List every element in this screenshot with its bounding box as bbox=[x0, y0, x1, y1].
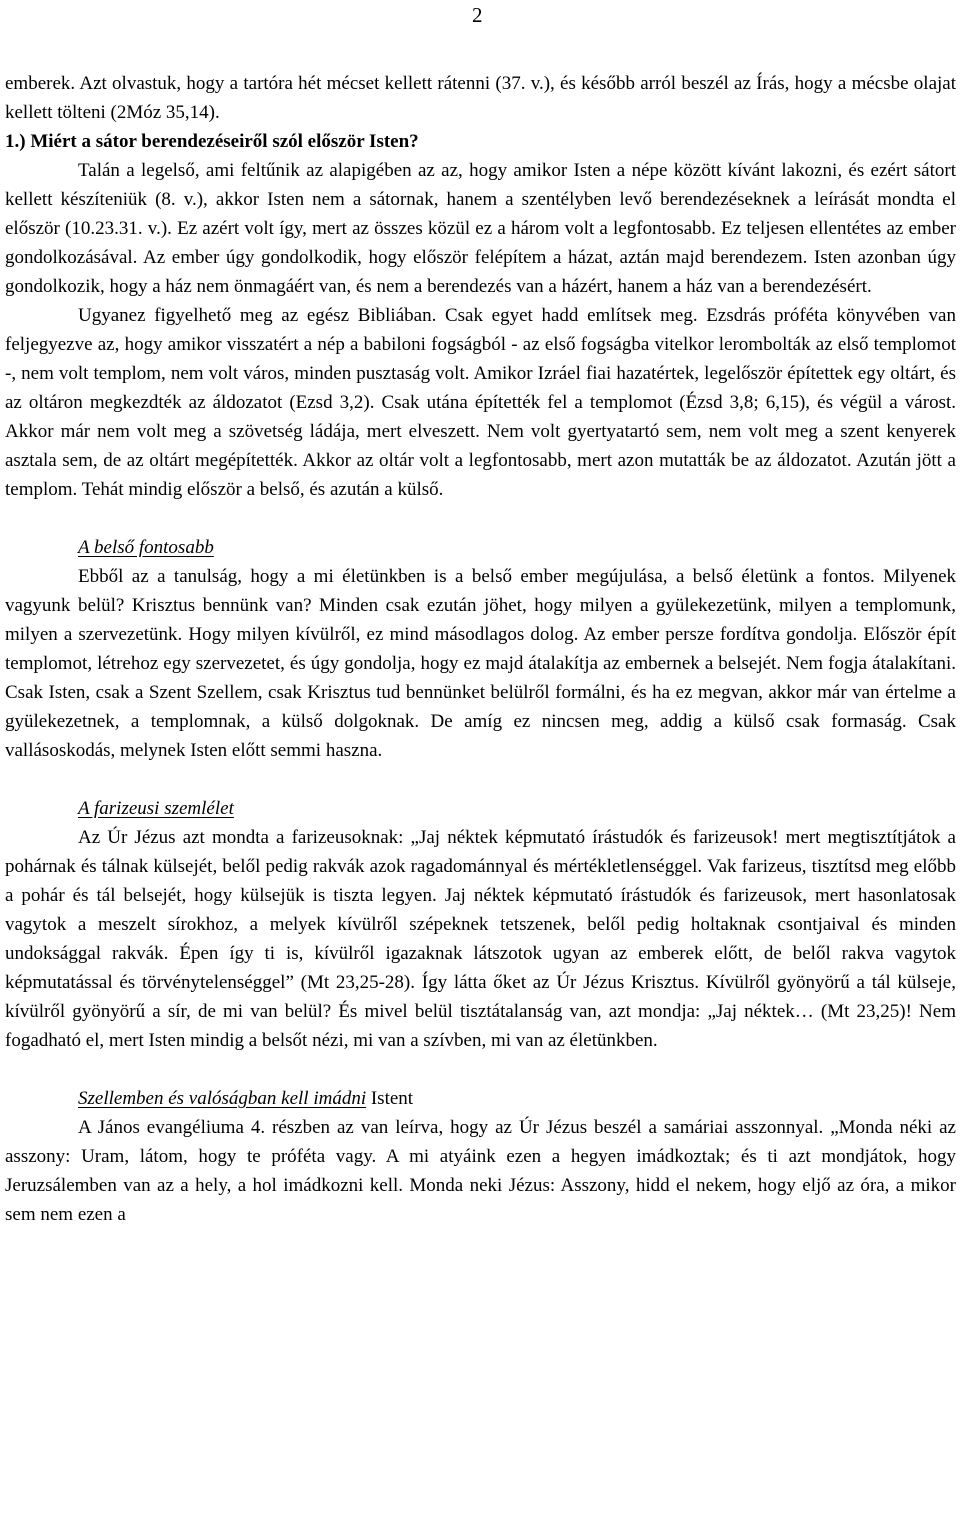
section-heading-belso bbox=[5, 533, 956, 562]
section-heading-text: A farizeusi szemlélet bbox=[78, 798, 234, 819]
page-number: 2 bbox=[472, 3, 483, 27]
section-heading-text: A belső fontosabb bbox=[78, 537, 214, 558]
spacer bbox=[5, 1055, 956, 1084]
paragraph: Ugyanez figyelhető meg az egész Bibliában. Csak egyet hadd említsek meg. Ezsdrás próféta könyvében van feljegyezve az, hogy amikor visszatért a nép a babiloni fogságból - az első fogságba vitelkor lerombolták az első templomot -, nem volt templom, nem volt város, minden pusztaság volt. Amikor Izráel fiai hazatértek, legelőször építettek egy oltárt, és az oltáron megkezdték az áldozatot (Ezsd 3,2). Csak utána építették fel a templomot (Ézsd 3,8; 6,15), és végül a várost. Akkor már nem volt meg a szövetség ládája, mert elveszett. Nem volt gyertyatartó sem, nem volt meg a szent kenyerek asztala sem, de az oltárt megépítették. Akkor az oltár volt a legfontosabb, mert azon mutatták be az áldozatot. Azután jött a templom. Tehát mindig először a belső, és azután a külső. bbox=[5, 305, 956, 500]
paragraph: Talán a legelső, ami feltűnik az alapigében az az, hogy amikor Isten a népe között kívánt lakozni, és ezért sátort kellett készíteniük (8. v.), akkor Isten nem a sátornak, hanem a szentélyben levő berendezéseknek a leírását mondta el először (10.23.31. v.). Ez azért volt így, mert az összes közül ez a három volt a legfontosabb. Ez teljesen ellentétes az ember gondolkozásával. Az ember úgy gondolkodik, hogy először felépítem a házat, aztán majd berendezem. Isten azonban úgy gondolkozik, hogy a ház nem önmagáért van, és nem a berendezés van a házért, hanem a ház van a berendezésért. bbox=[5, 160, 956, 297]
spacer bbox=[5, 504, 956, 533]
document-body bbox=[5, 69, 956, 1229]
paragraph: Ebből az a tanulság, hogy a mi életünkben is a belső ember megújulása, a belső életünk a fontos. Milyenek vagyunk belül? Krisztus bennünk van? Minden csak ezután jöhet, hogy milyen a gyülekezetünk, milyen a templomunk, milyen a szervezetünk. Hogy milyen kívülről, ez mind másodlagos dolog. Az ember persze fordítva gondolja. Először épít templomot, létrehoz egy szervezetet, és úgy gondolja, hogy ez majd átalakítja az embernek a belsejét. Nem fogja átalakítani. Csak Isten, csak a Szent Szellem, csak Krisztus tud bennünket belülről formálni, és ha ez megvan, akkor már van értelme a gyülekezetnek, a templomnak, a külső dolgoknak. De amíg ez nincsen meg, addig a külső csak formaság. Csak vallásoskodás, melynek Isten előtt semmi haszna. bbox=[5, 566, 956, 761]
question-heading: 1.) Miért a sátor berendezéseiről szól először Isten? bbox=[5, 131, 419, 152]
spacer bbox=[5, 765, 956, 794]
paragraph: Az Úr Jézus azt mondta a farizeusoknak: „Jaj néktek képmutató írástudók és farizeusok! mert megtisztítjátok a pohárnak és tálnak külsejét, belől pedig rakvák azok ragadománnyal és mértékletlenséggel. Vak farizeus, tisztítsd meg előbb a pohár és tál belsejét, hogy külsejük is tiszta legyen. Jaj néktek képmutató írástudók és farizeusok, mert hasonlatosak vagytok a meszelt sírokhoz, a melyek kívülről szépeknek tetszenek, belől pedig holtaknak csontjaival és minden undoksággal rakvák. Épen így ti is, kívülről igazaknak látszotok ugyan az emberek előtt, de belől rakva vagytok képmutatással és törvénytelenséggel” (Mt 23,25-28). Így látta őket az Úr Jézus Krisztus. Kívülről gyönyörű a tál külseje, kívülről gyönyörű a sír, de mi van belül? És mivel belül tisztátalanság van, azt mondja: „Jaj néktek… (Mt 23,25)! Nem fogadható el, mert Isten mindig a belsőt nézi, mi van a szívben, mi van az életünkben. bbox=[5, 827, 956, 1051]
intro-paragraph: emberek. Azt olvastuk, hogy a tartóra hét mécset kellett rátenni (37. v.), és később arról beszél az Írás, hogy a mécsbe olajat kellett tölteni (2Móz 35,14). bbox=[5, 73, 956, 123]
section-heading-szellemben bbox=[5, 1084, 956, 1113]
section-heading-italic-text: Szellemben és valóságban kell imádni bbox=[78, 1088, 367, 1109]
section-heading-plain-text: Istent bbox=[366, 1088, 414, 1109]
section-heading-farizeusi bbox=[5, 794, 956, 823]
paragraph: A János evangéliuma 4. részben az van leírva, hogy az Úr Jézus beszél a samáriai asszonnyal. „Monda néki az asszony: Uram, látom, hogy te próféta vagy. A mi atyáink ezen a hegyen imádkoztak; és ti azt mondjátok, hogy Jeruzsálemben van az a hely, a hol imádkozni kell. Monda neki Jézus: Asszony, hidd el nekem, hogy eljő az óra, a mikor sem nem ezen a bbox=[5, 1117, 956, 1225]
